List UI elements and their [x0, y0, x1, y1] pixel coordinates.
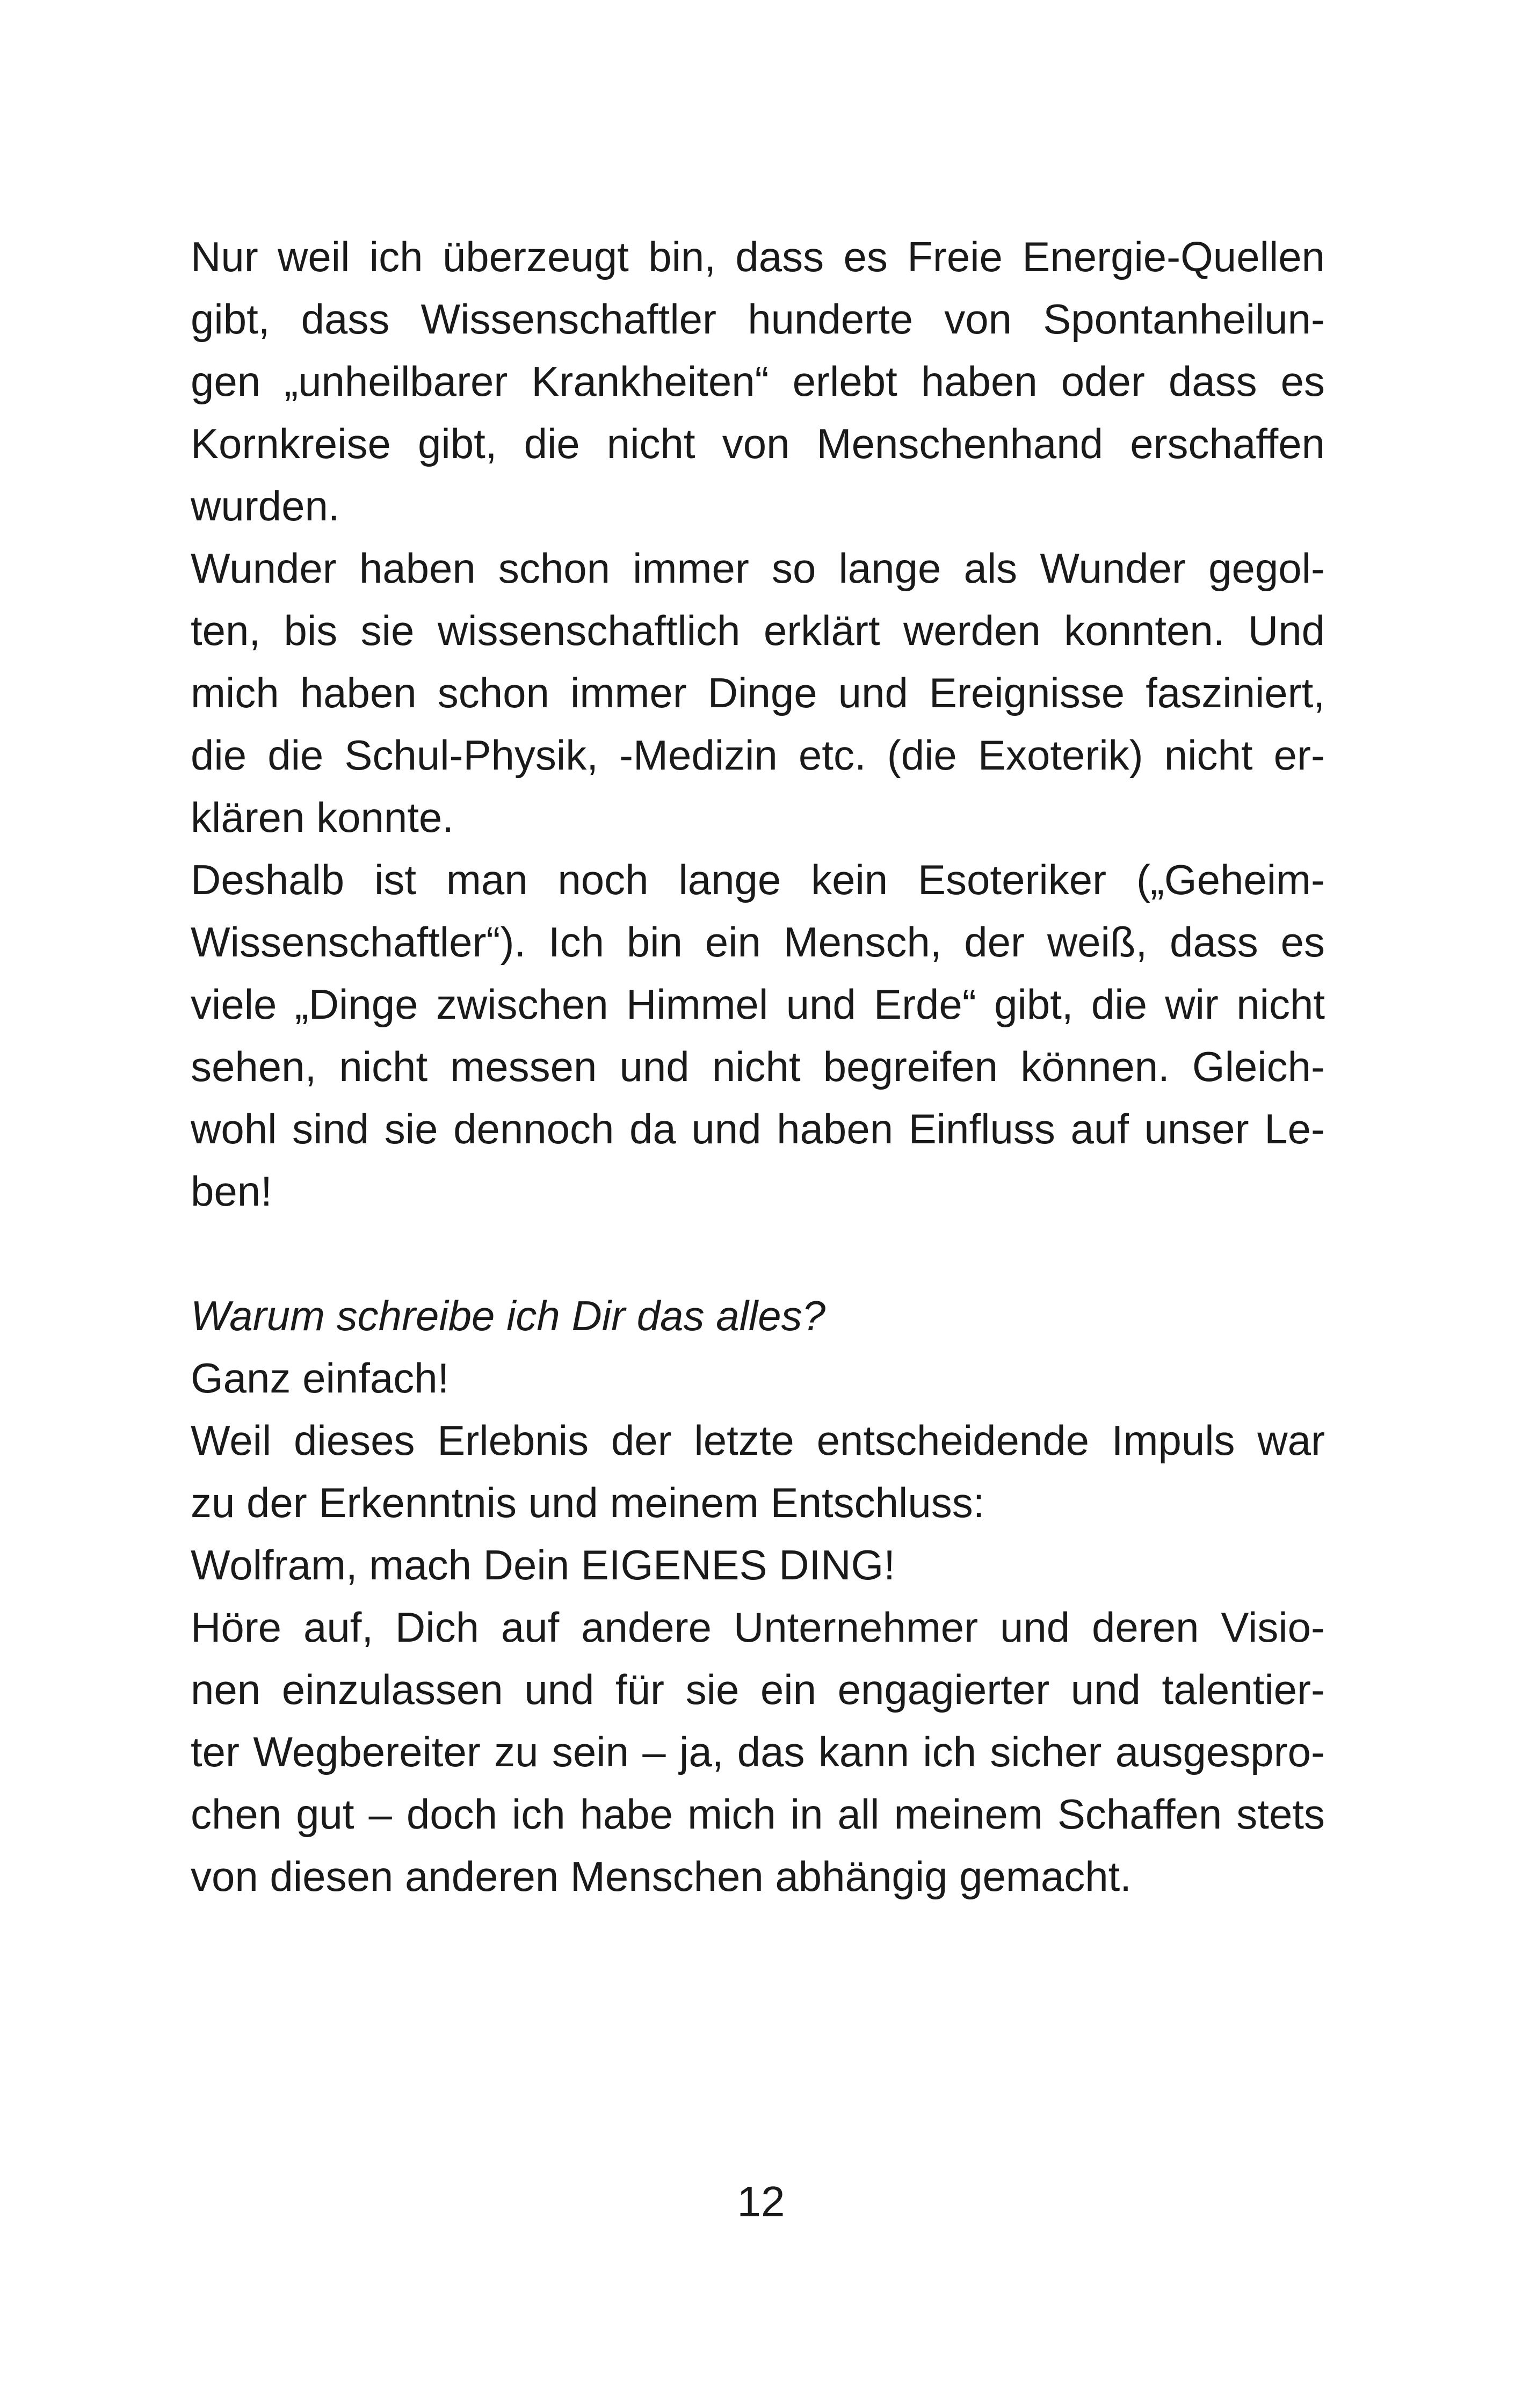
paragraph-spacer — [191, 1222, 1325, 1285]
text-line: nen einzulassen und für sie ein engagierter und talentier- — [191, 1666, 1325, 1713]
text-line: klären konnte. — [191, 794, 454, 841]
text-line: Höre auf, Dich auf andere Unternehmer und deren Visio- — [191, 1604, 1325, 1651]
text-line: von diesen anderen Menschen abhängig gemacht. — [191, 1853, 1132, 1900]
page-body — [191, 226, 1325, 1907]
text-line: Wissenschaftler“). Ich bin ein Mensch, der weiß, dass es — [191, 918, 1325, 966]
text-line: Ganz einfach! — [191, 1354, 450, 1402]
text-line: mich haben schon immer Dinge und Ereignisse fasziniert, — [191, 669, 1325, 716]
text-line: ben! — [191, 1167, 272, 1215]
paragraph — [191, 1534, 1325, 1596]
text-line: ter Wegbereiter zu sein – ja, das kann ich sicher ausgespro- — [191, 1728, 1325, 1775]
page-number: 12 — [737, 2178, 785, 2225]
paragraph — [191, 848, 1325, 1222]
text-line: Wunder haben schon immer so lange als Wunder gegol- — [191, 545, 1325, 592]
italic-paragraph — [191, 1285, 1325, 1347]
paragraph — [191, 1347, 1325, 1409]
text-line: wohl sind sie dennoch da und haben Einfluss auf unser Le- — [191, 1105, 1325, 1152]
paragraph — [191, 1596, 1325, 1907]
text-line: die die Schul-Physik, -Medizin etc. (die Exoterik) nicht er- — [191, 731, 1325, 779]
paragraph — [191, 537, 1325, 848]
text-line: Deshalb ist man noch lange kein Esoteriker („Geheim- — [191, 856, 1325, 903]
text-line: viele „Dinge zwischen Himmel und Erde“ gibt, die wir nicht — [191, 981, 1325, 1028]
text-line: Nur weil ich überzeugt bin, dass es Freie Energie-Quellen — [191, 233, 1325, 280]
text-line: Warum schreibe ich Dir das alles? — [191, 1292, 825, 1339]
text-line: Weil dieses Erlebnis der letzte entscheidende Impuls war — [191, 1417, 1325, 1464]
text-line: Wolfram, mach Dein EIGENES DING! — [191, 1541, 895, 1589]
text-line: wurden. — [191, 482, 340, 530]
text-line: gibt, dass Wissenschaftler hunderte von Spontanheilun- — [191, 295, 1325, 343]
text-line: ten, bis sie wissenschaftlich erklärt werden konnten. Und — [191, 607, 1325, 654]
text-line: sehen, nicht messen und nicht begreifen können. Gleich- — [191, 1043, 1325, 1090]
text-line: gen „unheilbarer Krankheiten“ erlebt haben oder dass es — [191, 358, 1325, 405]
paragraph — [191, 226, 1325, 537]
text-line: chen gut – doch ich habe mich in all meinem Schaffen stets — [191, 1790, 1325, 1838]
text-line: zu der Erkenntnis und meinem Entschluss: — [191, 1479, 985, 1526]
text-line: Kornkreise gibt, die nicht von Menschenhand erschaffen — [191, 420, 1325, 467]
paragraph — [191, 1409, 1325, 1534]
